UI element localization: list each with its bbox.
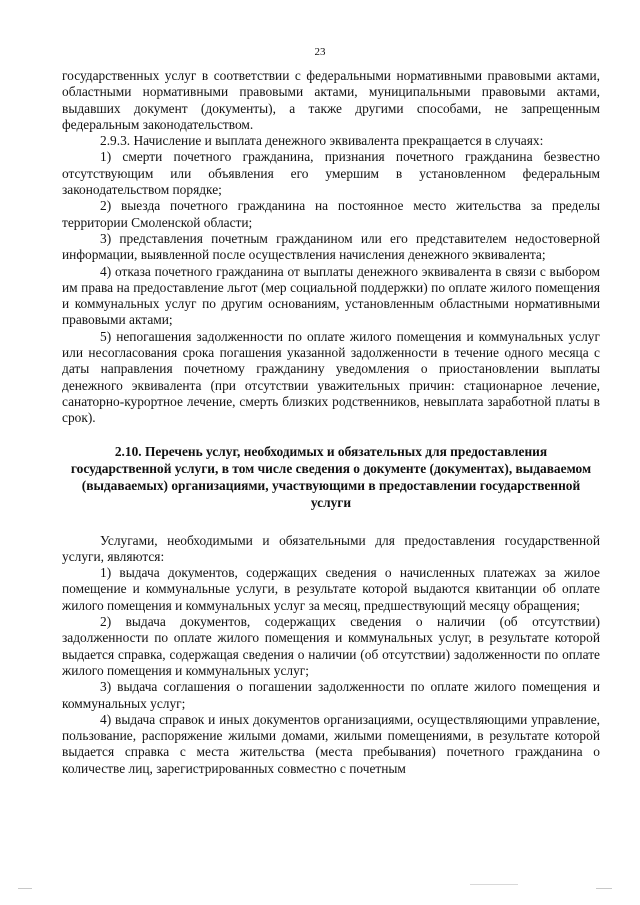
document-body xyxy=(62,68,600,777)
list-item: 2) выезда почетного гражданина на постоянное место жительства за пределы территории Смоленской области; xyxy=(62,198,600,230)
paragraph: государственных услуг в соответствии с федеральными нормативными правовыми актами, областными нормативными правовыми актами, муниципальными правовыми актами, выдавших документ (документы), а также другими способами, не запрещенным федеральным законодательством. xyxy=(62,68,600,132)
paragraph: Услугами, необходимыми и обязательными для предоставления государственной услуги, являются: xyxy=(62,532,600,564)
list-item: 3) представления почетным гражданином или его представителем недостоверной информации, выявленной после осуществления начисления денежного эквивалента; xyxy=(62,230,600,263)
scan-artifact xyxy=(470,884,518,885)
list-item: 5) непогашения задолженности по оплате жилого помещения и коммунальных услуг или несогласования срока погашения указанной задолженности в течение одного месяца с даты направления почетному гражданину уведомления о приостановлении выплаты денежного эквивалента (при отсутствии уважительных причин: стационарное лечение, санаторно-курортное лечение, смерть близких родственников, невыплата заработной платы в срок). xyxy=(62,328,600,426)
page-number: 23 xyxy=(314,46,326,58)
scan-artifact xyxy=(18,888,32,889)
list-item: 2) выдача документов, содержащих сведения о наличии (об отсутствии) задолженности по оплате жилого помещения и коммунальных услуг, в результате которой выдается справка, содержащая сведения о наличии (об отсутствии) задолженности по оплате жилого помещения и коммунальных услуг; xyxy=(62,614,600,678)
paragraph: 2.9.3. Начисление и выплата денежного эквивалента прекращается в случаях: xyxy=(100,133,544,149)
list-item: 1) смерти почетного гражданина, признания почетного гражданина безвестно отсутствующим или объявления его умершим в установленном федеральным законодательством порядке; xyxy=(62,149,600,198)
list-item: 4) выдача справок и иных документов организациями, осуществляющими управление, пользование, распоряжение жилыми домами, жилыми помещениями, в результате которой выдается справка с места жительства (места пребывания) почетного гражданина о количестве лиц, зарегистрированных совместно с почетным xyxy=(62,711,600,776)
list-item: 3) выдача соглашения о погашении задолженности по оплате жилого помещения и коммунальных услуг; xyxy=(62,679,600,711)
list-item: 4) отказа почетного гражданина от выплаты денежного эквивалента в связи с выбором им права на предоставление льгот (мер социальной поддержки) по оплате жилого помещения и коммунальных услуг по другим основаниям, установленным областными нормативными правовыми актами; xyxy=(62,263,600,328)
list-item: 1) выдача документов, содержащих сведения о начисленных платежах за жилое помещение и коммунальные услуги, в результате которой выдаются квитанции об оплате жилого помещения и коммунальных услуг за месяц, предшествующий месяцу обращения; xyxy=(62,565,600,613)
section-heading: 2.10. Перечень услуг, необходимых и обязательных для предоставления государственной услуги, в том числе сведения о документе (документах), выдаваемом (выдаваемых) организациями, участвующими в предоставлении государственной услуги xyxy=(70,443,592,510)
scan-artifact xyxy=(596,888,612,889)
